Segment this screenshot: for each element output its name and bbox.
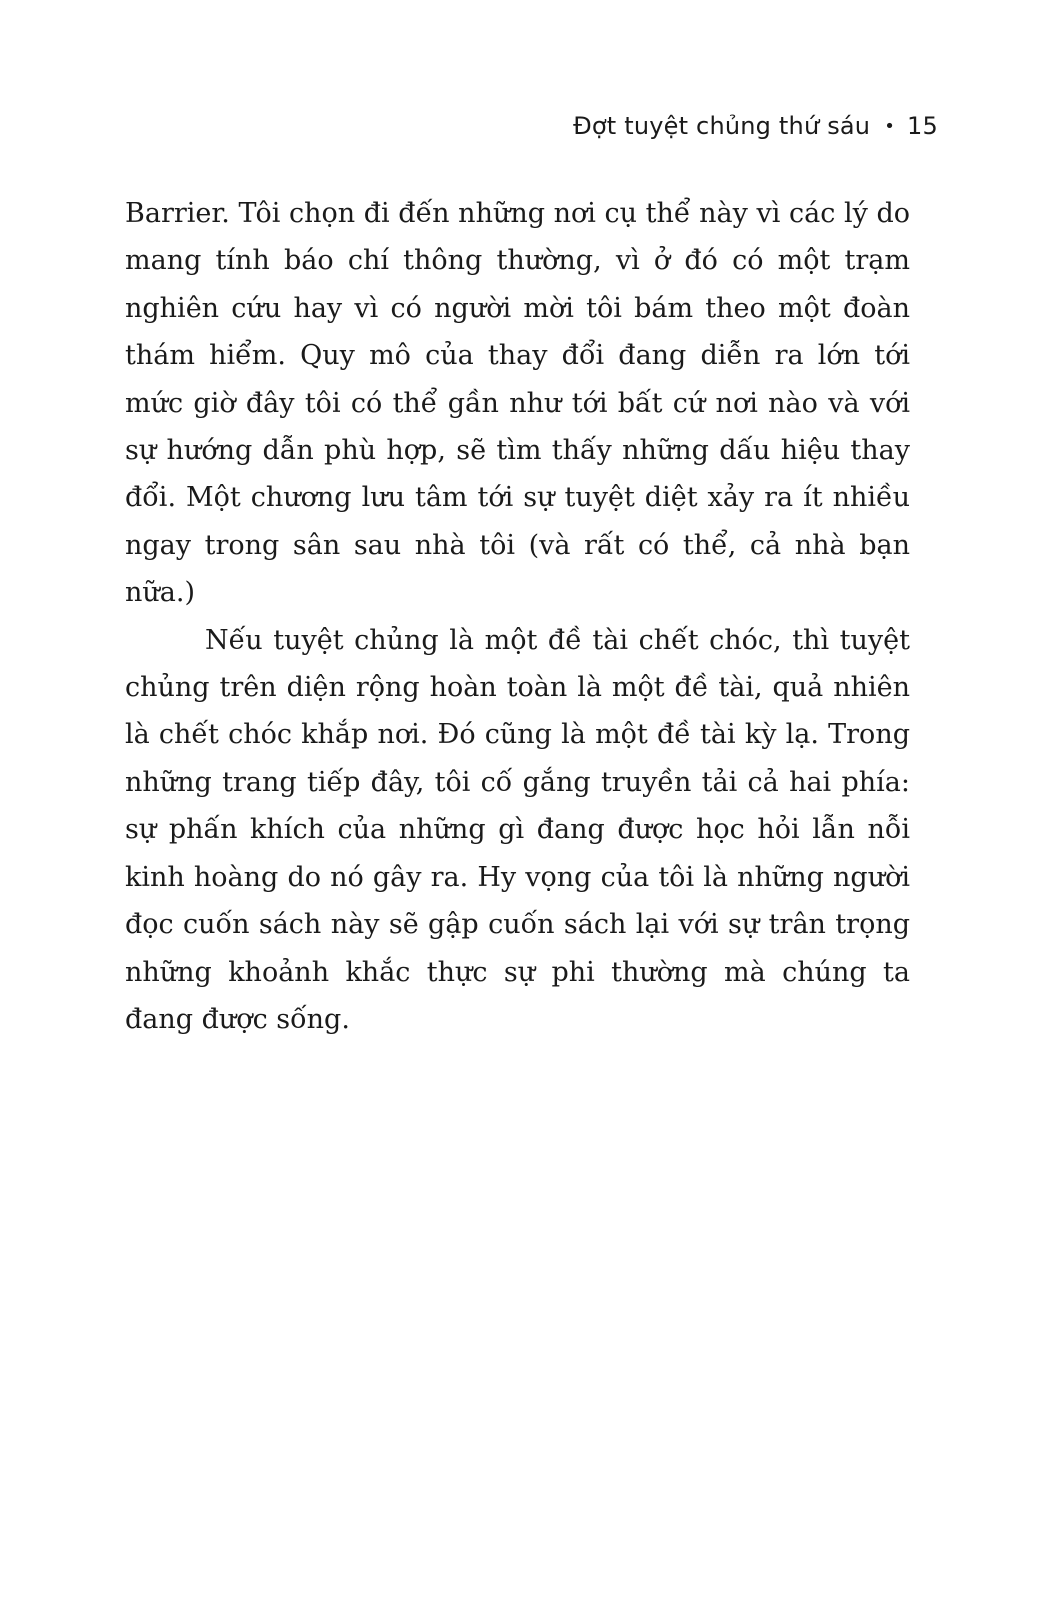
running-title: Đợt tuyệt chủng thứ sáu bbox=[573, 112, 871, 140]
paragraph: Nếu tuyệt chủng là một đề tài chết chóc, thì tuyệt chủng trên diện rộng hoàn toàn là một đề tài, quả nhiên là chết chóc khắp nơi. Đó cũng là một đề tài kỳ lạ. Trong những trang tiếp đây, tôi cố gắng truyền tải cả hai phía: sự phấn khích của những gì đang được học hỏi lẫn nỗi kinh hoàng do nó gây ra. Hy vọng của tôi là những người đọc cuốn sách này sẽ gập cuốn sách lại với sự trân trọng những khoảnh khắc thực sự phi thường mà chúng ta đang được sống. bbox=[125, 624, 910, 1035]
page-number: 15 bbox=[907, 112, 938, 140]
running-header bbox=[573, 112, 938, 140]
header-bullet: • bbox=[884, 116, 896, 137]
paragraph-continued: Barrier. Tôi chọn đi đến những nơi cụ thể này vì các lý do mang tính báo chí thông thường, vì ở đó có một trạm nghiên cứu hay vì có người mời tôi bám theo một đoàn thám hiểm. Quy mô của thay đổi đang diễn ra lớn tới mức giờ đây tôi có thể gần như tới bất cứ nơi nào và với sự hướng dẫn phù hợp, sẽ tìm thấy những dấu hiệu thay đổi. Một chương lưu tâm tới sự tuyệt diệt xảy ra ít nhiều ngay trong sân sau nhà tôi (và rất có thể, cả nhà bạn nữa.) bbox=[125, 198, 910, 609]
body-text bbox=[125, 190, 910, 1043]
